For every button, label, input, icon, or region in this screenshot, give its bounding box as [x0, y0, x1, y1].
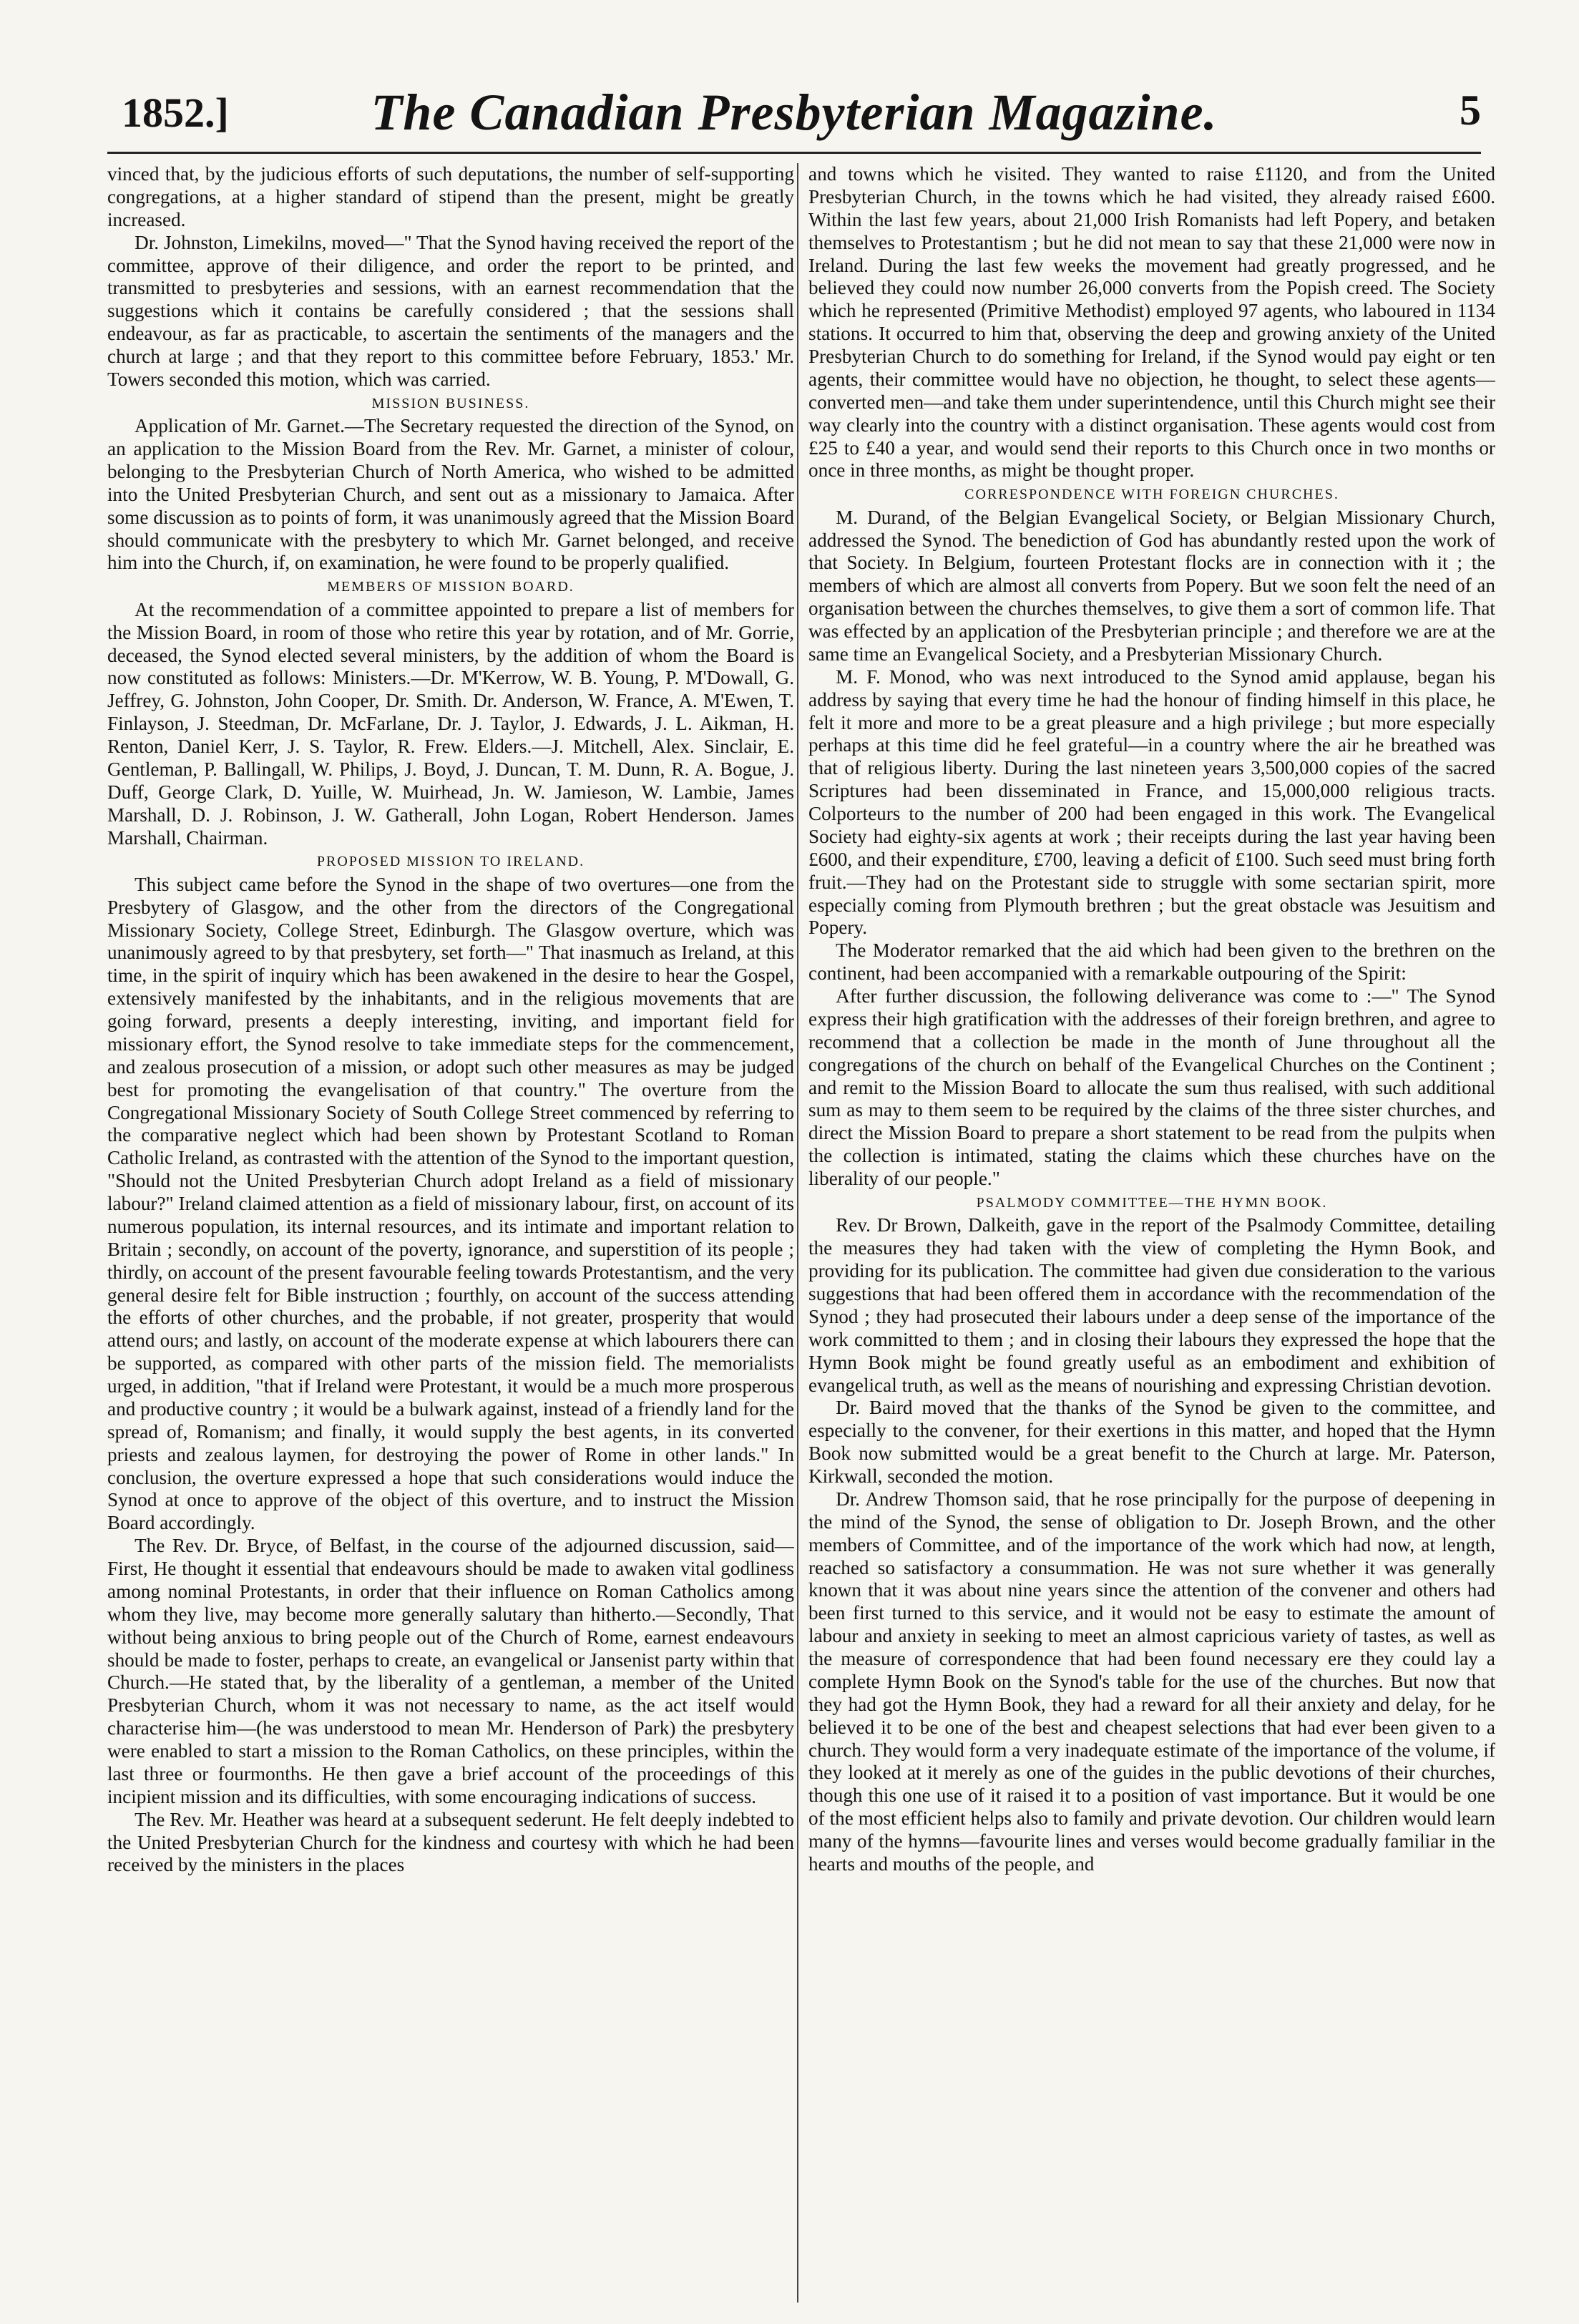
paragraph: At the recommendation of a committee appointed to prepare a list of members for the Mission Board, in room of those who retire this year by rotation, and of Mr. Gorrie, deceased, the Synod elected several ministers, by the addition of whom the Board is now constituted as follows: Ministers.—Dr. M'Kerrow, W. B. Young, P. M'Dowall, G. Jeffrey, G. Johnston, John Cooper, Dr. Smith. Dr. Anderson, W. France, A. M'Ewen, T. Finlayson, J. Steedman, Dr. McFarlane, Dr. J. Taylor, J. Edwards, J. L. Aikman, H. Renton, Daniel Kerr, J. S. Taylor, R. Frew. Elders.—J. Mitchell, Alex. Sinclair, E. Gentleman, P. Ballingall, W. Philips, J. Boyd, J. Duncan, T. M. Dunn, R. A. Bogue, J. Duff, George Clark, D. Yuille, W. Muirhead, Jn. W. Jamieson, W. Lambie, James Marshall, D. J. Robinson, J. W. Gatherall, John Logan, Robert Henderson. James Marshall, Chairman. — [107, 598, 794, 849]
section-heading: MISSION BUSINESS. — [371, 395, 530, 411]
page-number: 5 — [1460, 87, 1481, 134]
paragraph: vinced that, by the judicious efforts of such deputations, the number of self-supporting congregations, at a higher standard of stipend than the present, might be greatly increased. — [107, 163, 794, 230]
paragraph: Rev. Dr Brown, Dalkeith, gave in the report of the Psalmody Committee, detailing the measures they had taken with the view of completing the Hymn Book, and providing for its publication. The committee had given due consideration to the various suggestions that had been offered them in accordance with the recommendation of the Synod ; they had prosecuted their labours under a deep sense of the importance of the work committed to them ; and in closing their labours they expressed the hope that the Hymn Book might be found greatly useful as an embodiment and exhibition of evangelical truth, as well as the means of nourishing and expressing Christian devotion. — [808, 1214, 1495, 1396]
paragraph: This subject came before the Synod in the shape of two overtures—one from the Presbytery of Glasgow, and the other from the directors of the Congregational Missionary Society, College Street, Edinburgh. The Glasgow overture, which was unanimously agreed to by that presbytery, set forth—" That inasmuch as Ireland, at this time, in the spirit of inquiry which has been awakened in the desire to hear the Gospel, extensively manifested by the inhabitants, and in the religious movements that are going forward, presents a deeply interesting, inviting, and important field for missionary effort, the Synod resolve to take immediate steps for the commencement, and zealous prosecution of a mission, or adopt such other measures as may be judged best for promoting the evangelisation of that country." The overture from the Congregational Missionary Society of South College Street commenced by referring to the comparative neglect which had been shown by Protestant Scotland to Roman Catholic Ireland, as contrasted with the attention of the Synod to the important question, "Should not the United Presbyterian Church adopt Ireland as a field of missionary labour?" Ireland claimed attention as a field of missionary labour, first, on account of its numerous population, its internal resources, and its intimate and important relation to Britain ; secondly, on account of the poverty, ignorance, and superstition of its people ; thirdly, on account of the present favourable feeling towards Protestantism, and the very general desire felt for Bible instruction ; fourthly, on account of the success attending the efforts of other churches, and the probable, if not greater, prosperity that would attend ours; and lastly, on account of the moderate expense at which labourers there can be supported, as compared with other parts of the mission field. The memorialists urged, in addition, "that if Ireland were Protestant, it would be a much more prosperous and productive country ; it would be a bulwark against, instead of a friendly land for the spread of, Romanism; and finally, it would supply the best agents, in its converted priests and zealous laymen, for destroying the power of Rome in other lands." In conclusion, the overture expressed a hope that such considerations would induce the Synod at once to approve of the object of this overture, and to instruct the Mission Board accordingly. — [107, 873, 794, 1534]
page-year: 1852.] — [122, 89, 229, 136]
section-heading: PROPOSED MISSION TO IRELAND. — [316, 854, 585, 870]
paragraph: The Rev. Mr. Heather was heard at a subsequent sederunt. He felt deeply indebted to the United Presbyterian Church for the kindness and courtesy with which he had been received by the ministers in the places — [107, 1808, 794, 1876]
right-column — [808, 163, 1495, 2303]
paragraph: Application of Mr. Garnet.—The Secretary requested the direction of the Synod, on an application to the Mission Board from the Rev. Mr. Garnet, a minister of colour, belonging to the Presbyterian Church of North America, who wished to be admitted into the United Presbyterian Church, and sent out as a missionary to Jamaica. After some discussion as to points of form, it was unanimously agreed that the Mission Board should communicate with the presbytery to which Mr. Garnet belonged, and receive him into the Church, if, on examination, he were found to be properly qualified. — [107, 415, 794, 574]
column-divider — [797, 163, 798, 2303]
paragraph: The Moderator remarked that the aid which had been given to the brethren on the continent, had been accompanied with a remarkable outpouring of the Spirit: — [808, 939, 1495, 985]
paragraph: Dr. Johnston, Limekilns, moved—" That the Synod having received the report of the committee, approve of their diligence, and order the report to be printed, and transmitted to presbyteries and sessions, with an earnest recommendation that the suggestions which it contains be carefully considered ; that the sessions shall endeavour, as far as practicable, to ascertain the sentiments of the managers and the church at large ; and that they report to this committee before February, 1853.' Mr. Towers seconded this motion, which was carried. — [107, 231, 794, 390]
paragraph: M. F. Monod, who was next introduced to the Synod amid applause, began his address by saying that every time he had the honour of finding himself in this place, he felt it more and more to be a great pleasure and a high privilege ; but more especially perhaps at this time did he feel grateful—in a country where the air he breathed was that of religious liberty. During the last nineteen years 3,500,000 copies of the sacred Scriptures had been disseminated in France, and 15,000,000 religious tracts. Colporteurs to the number of 200 had been engaged in this work. The Evangelical Society had eighty-six agents at work ; their receipts during the last year having been £600, and their expenditure, £700, leaving a deficit of £100. Such seed must bring forth fruit.—They had on the Protestant side to struggle with some sectarian spirit, more especially coming from Plymouth brethren ; but the great obstacle was Jesuitism and Popery. — [808, 665, 1495, 939]
header-rule — [107, 152, 1481, 154]
paragraph: The Rev. Dr. Bryce, of Belfast, in the course of the adjourned discussion, said—First, He thought it essential that endeavours should be made to awaken vital godliness among nominal Protestants, in order that their influence on Roman Catholics among whom they live, may become more generally salutary than hitherto.—Secondly, That without being anxious to bring people out of the Church of Rome, earnest endeavours should be made to foster, perhaps to create, an evangelical or Jansenist party within that Church.—He stated that, by the liberality of a gentleman, a member of the United Presbyterian Church, whom it was not necessary to name, as the act itself would characterise him—(he was understood to mean Mr. Henderson of Park) the presbytery were enabled to start a mission to the Roman Catholics, on these principles, within the last three or fourmonths. He then gave a brief account of the proceedings of this incipient mission and its difficulties, with some encouraging indications of success. — [107, 1535, 794, 1807]
paragraph: and towns which he visited. They wanted to raise £1120, and from the United Presbyterian Church, in the towns which he had visited, they already raised £600. Within the last few years, about 21,000 Irish Romanists had left Popery, and betaken themselves to Protestantism ; but he did not mean to say that these 21,000 were now in Ireland. During the last few weeks the movement had greatly progressed, and he believed they could now number 26,000 converts from the Popish creed. The Society which he represented (Primitive Methodist) employed 97 agents, who laboured in 1134 stations. It occurred to him that, observing the deep and growing anxiety of the United Presbyterian Church to do something for Ireland, if the Synod would pay eight or ten agents, their committee would have no objection, he thought, to select these agents—converted men—and take them under superintendence, until this Church might see their way clearly into the country with a distinct organisation. These agents would cost from £25 to £40 a year, and would send their reports to this Church once in two months or once in three months, as might be thought proper. — [808, 163, 1495, 482]
section-heading: CORRESPONDENCE WITH FOREIGN CHURCHES. — [964, 487, 1339, 503]
masthead-title: The Canadian Presbyterian Magazine. — [371, 84, 1218, 141]
paragraph: Dr. Baird moved that the thanks of the Synod be given to the committee, and especially to the convener, for their exertions in this matter, and hoped that the Hymn Book now submitted would be a great benefit to the Church at large. Mr. Paterson, Kirkwall, seconded the motion. — [808, 1397, 1495, 1487]
paragraph: After further discussion, the following deliverance was come to :—" The Synod express their high gratification with the addresses of their foreign brethren, and agree to recommend that a collection be made in the month of June throughout all the congregations of the church on behalf of the Evangelical Churches on the Continent ; and remit to the Mission Board to allocate the sum thus realised, with such additional sum as may to them seem to be required by the claims of the three sister churches, and direct the Mission Board to prepare a short statement to be read from the pulpits when the collection is intimated, stating the claims which these churches have on the liberality of our people." — [808, 985, 1495, 1190]
left-column — [107, 163, 794, 2303]
paragraph: M. Durand, of the Belgian Evangelical Society, or Belgian Missionary Church, addressed the Synod. The benediction of God has abundantly rested upon the work of that Society. In Belgium, fourteen Protestant flocks are in connection with it ; the members of which are almost all converts from Popery. But we soon felt the need of an organisation between the churches themselves, to give them a sort of common life. That was effected by an application of the Presbyterian principle ; and therefore we are at the same time an Evangelical Society, and a Presbyterian Missionary Church. — [808, 506, 1495, 665]
page-header — [107, 80, 1481, 152]
section-heading: PSALMODY COMMITTEE—THE HYMN BOOK. — [976, 1194, 1328, 1211]
section-heading: MEMBERS OF MISSION BOARD. — [327, 579, 575, 595]
paragraph: Dr. Andrew Thomson said, that he rose principally for the purpose of deepening in the mind of the Synod, the sense of obligation to Dr. Joseph Brown, and the other members of Committee, and of the importance of the work which had now, at length, reached so satisfactory a consummation. He was not sure whether it was generally known that it was about nine years since the attention of the convener and others had been first turned to this service, and it would not be easy to estimate the amount of labour and anxiety in seeking to meet an almost capricious variety of tastes, as well as the measure of correspondence that had been found necessary ere they could lay a complete Hymn Book on the Synod's table for the use of the churches. But now that they had got the Hymn Book, they had a reward for all their anxiety and delay, for he believed it to be one of the best and cheapest selections that had ever been given to a church. They would form a very inadequate estimate of the importance of the volume, if they looked at it merely as one of the guides in the public devotions of their churches, though this one use of it raised it to a position of vast importance. But it would be one of the most efficient helps also to family and private devotion. Our children would learn many of the hymns—favourite lines and verses would become gradually familiar in the hearts and mouths of the people, and — [808, 1488, 1495, 1875]
